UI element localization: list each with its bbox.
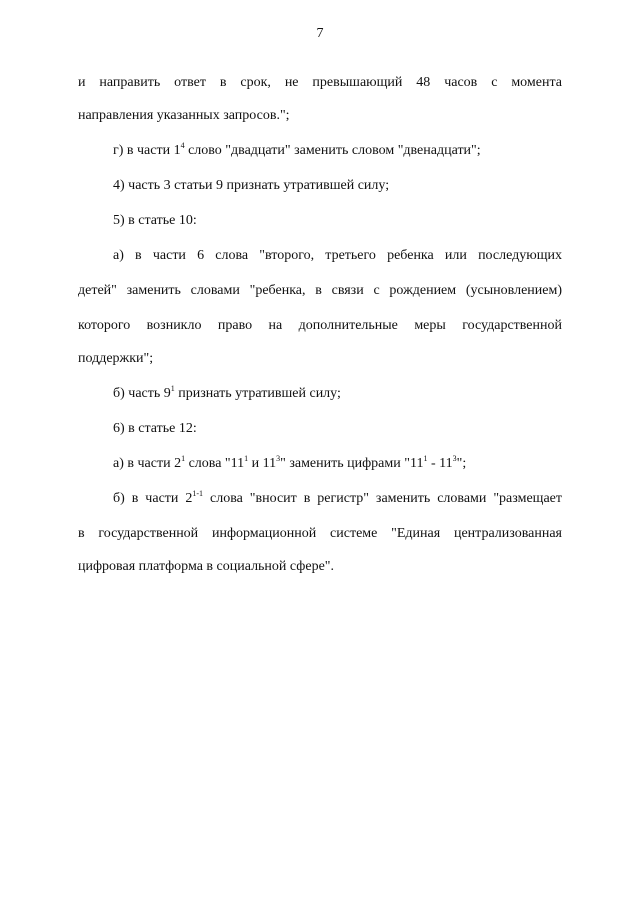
text-line [113, 385, 562, 403]
text-line [113, 490, 562, 508]
text-fragment: слова "11 [185, 456, 245, 471]
text-line: 5) в статье 10: [113, 213, 197, 228]
text-line: поддержки"; [78, 351, 154, 366]
text-fragment: слова "вносит в регистр" заменить словами "размещает [203, 491, 562, 506]
text-fragment: а) в части 2 [113, 456, 182, 471]
text-line: в государственной информационной системе "Единая централизованная [78, 526, 562, 541]
text-fragment: - 11 [427, 456, 453, 471]
superscript: 1 [423, 454, 428, 463]
text-fragment: и 11 [248, 456, 277, 471]
text-line [113, 455, 562, 473]
superscript: 1-1 [192, 489, 204, 498]
text-fragment: " заменить цифрами "11 [280, 456, 424, 471]
text-line: направления указанных запросов."; [78, 108, 290, 123]
text-line: цифровая платформа в социальной сфере". [78, 559, 335, 574]
text-line: а) в части 6 слова "второго, третьего ребенка или последующих [113, 248, 562, 263]
superscript: 3 [276, 454, 281, 463]
text-fragment: слово "двадцати" заменить словом "двенадцати"; [184, 143, 481, 158]
text-line: и направить ответ в срок, не превышающий 48 часов с момента [78, 75, 562, 90]
superscript: 1 [244, 454, 249, 463]
text-fragment: г) в части 1 [113, 143, 181, 158]
superscript: 4 [180, 141, 185, 150]
text-line: которого возникло право на дополнительные меры государственной [78, 318, 562, 333]
superscript: 1 [181, 454, 186, 463]
text-fragment: б) часть 9 [113, 386, 171, 401]
text-line [113, 142, 562, 160]
page-number: 7 [316, 26, 324, 41]
text-fragment: "; [456, 456, 467, 471]
text-line: 4) часть 3 статьи 9 признать утратившей силу; [113, 178, 390, 193]
superscript: 3 [452, 454, 457, 463]
text-fragment: признать утратившей силу; [174, 386, 341, 401]
text-fragment: б) в части 2 [113, 491, 193, 506]
superscript: 1 [170, 384, 175, 393]
text-line: детей" заменить словами "ребенка, в связи с рождением (усыновлением) [78, 283, 562, 298]
text-line: 6) в статье 12: [113, 421, 197, 436]
